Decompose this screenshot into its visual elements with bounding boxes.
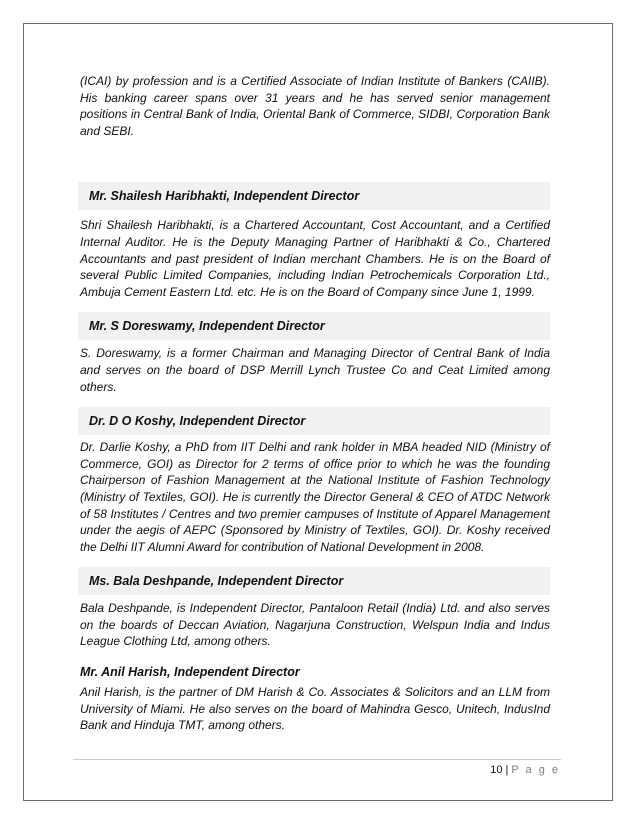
footer-divider [73,759,561,760]
section-heading-doreswamy: Mr. S Doreswamy, Independent Director [78,312,550,340]
section-body-deshpande: Bala Deshpande, is Independent Director, Pantaloon Retail (India) Ltd. and also serves on the boards of Deccan Aviation, Nagarjuna Construction, Welspun India and Indus League Clothing Ltd, among others. [80,601,550,649]
document-body [80,73,550,734]
page-number: 10 [490,764,503,776]
section-body-harish: Anil Harish, is the partner of DM Harish & Co. Associates & Solicitors and an LLM from University of Miami. He also serves on the board of Mahindra Gesco, Unitech, IndusInd Bank and Hinduja TMT, among others. [80,685,550,733]
section-body-haribhakti: Shri Shailesh Haribhakti, is a Chartered Accountant, Cost Accountant, and a Certified Internal Auditor. He is the Deputy Managing Partner of Haribhakti & Co., Chartered Accountants and past president of Indian merchant Chambers. He is on the Board of several Public Limited Companies, including Indian Petrochemicals Corporation Ltd., Ambuja Cement Eastern Ltd. etc. He is on the Board of Company since June 1, 1999. [80,218,550,299]
section-body-doreswamy: S. Doreswamy, is a former Chairman and Managing Director of Central Bank of India and serves on the board of DSP Merrill Lynch Trustee Co and Ceat Limited among others. [80,346,550,394]
footer-separator: | [505,764,509,776]
section-heading-koshy: Dr. D O Koshy, Independent Director [78,407,550,435]
intro-paragraph: (ICAI) by profession and is a Certified Associate of Indian Institute of Bankers (CAIIB). His banking career spans over 31 years and he has served senior management positions in Central Bank of India, Oriental Bank of Commerce, SIDBI, Corporation Bank and SEBI. [80,74,550,138]
section-heading-harish: Mr. Anil Harish, Independent Director [80,665,300,680]
section-heading-deshpande: Ms. Bala Deshpande, Independent Director [78,567,550,595]
page-footer [490,764,560,776]
section-body-koshy: Dr. Darlie Koshy, a PhD from IIT Delhi and rank holder in MBA headed NID (Ministry of Commerce, GOI) as Director for 2 terms of office prior to which he was the founding Chairperson of Fashion Management at the National Institute of Fashion Technology (Ministry of Textiles, GOI). He is currently the Director General & CEO of ATDC Network of 58 Institutes / Centres and two premier campuses of Institute of Apparel Management under the aegis of AEPC (Sponsored by Ministry of Textiles, GOI). Dr. Koshy received the Delhi IIT Alumni Award for contribution of National Development in 2008. [80,440,550,554]
section-heading-haribhakti: Mr. Shailesh Haribhakti, Independent Director [78,182,550,210]
page-label: P a g e [511,764,560,776]
